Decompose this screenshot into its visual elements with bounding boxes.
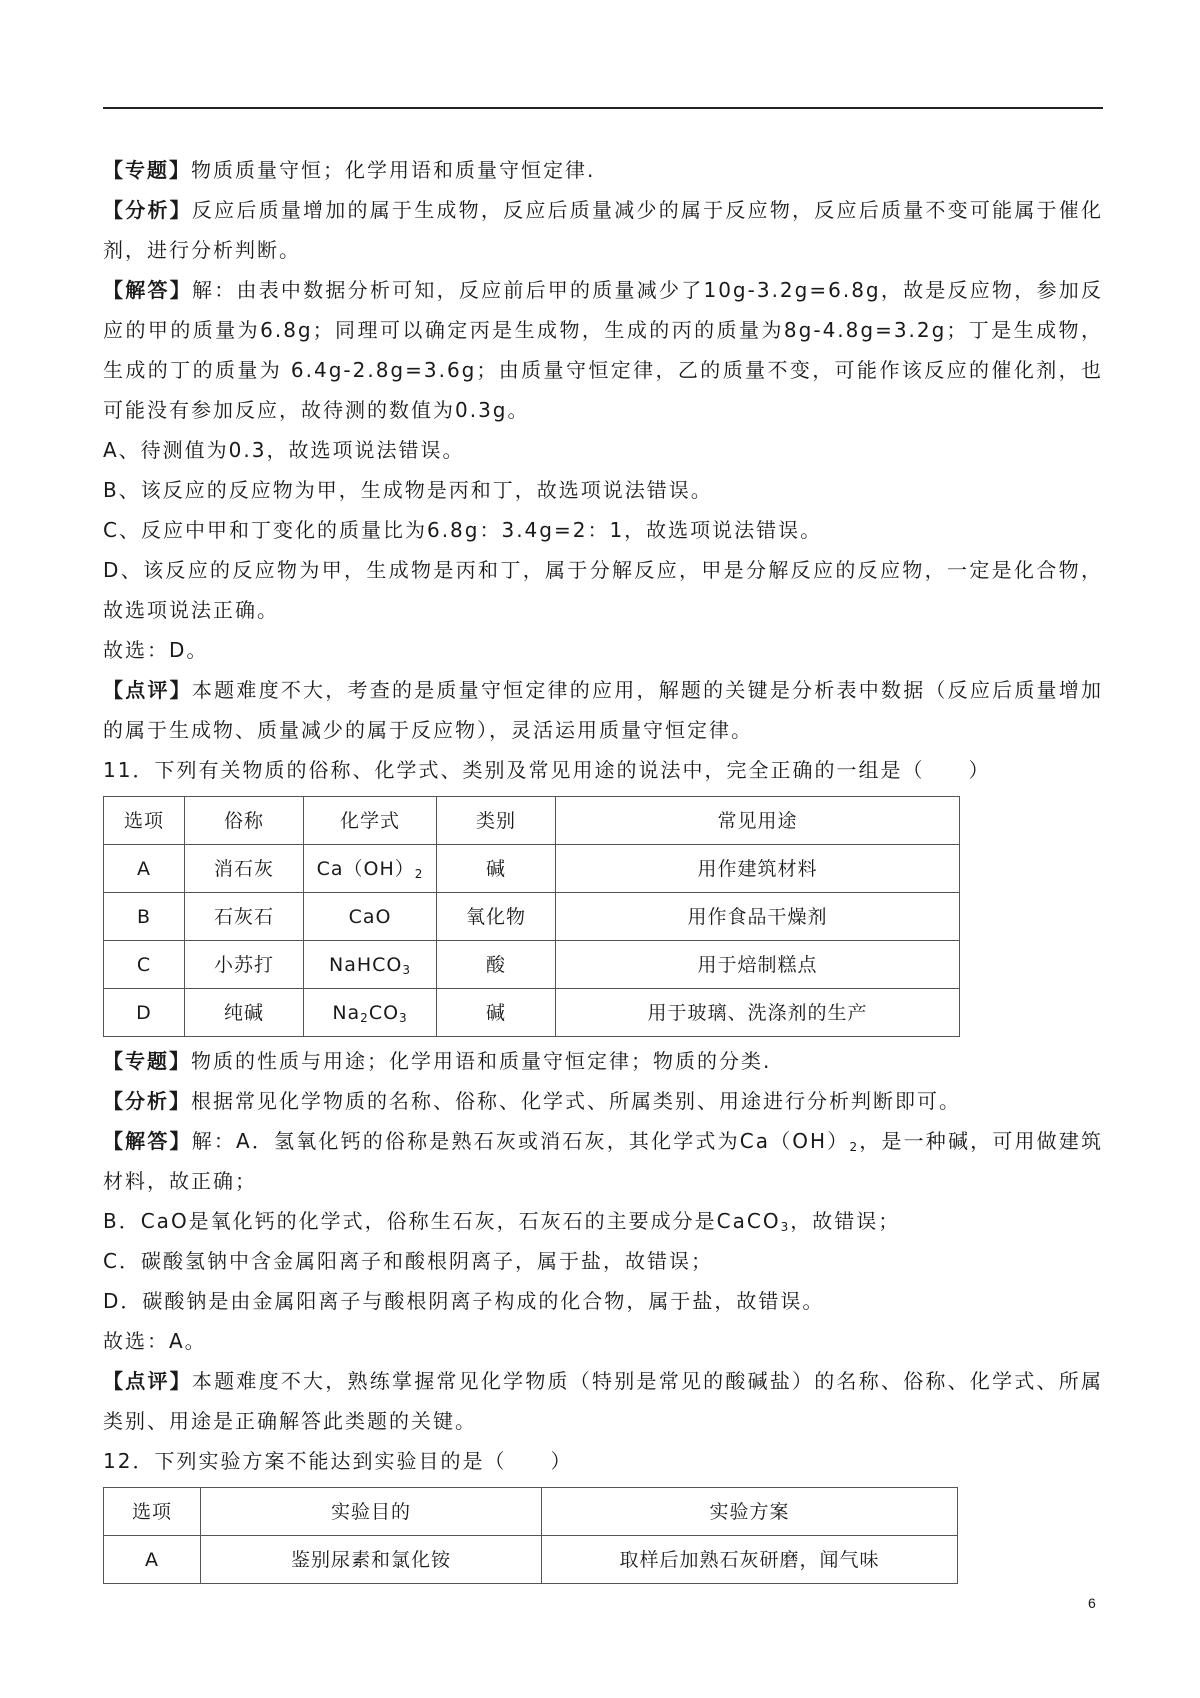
analysis-tag: 【分析】 (103, 198, 192, 222)
option-c-explanation: C、反应中甲和丁变化的质量比为6.8g：3.4g=2：1，故选项说法错误。 (103, 518, 823, 542)
use-cell: 用作建筑材料 (556, 845, 960, 893)
formula-text: Na (332, 1001, 361, 1024)
header-cell: 选项 (104, 1488, 201, 1536)
question-12-table (103, 1487, 958, 1584)
table-header-row (104, 1488, 958, 1536)
question-12-title: 12．下列实验方案不能达到实验目的是（ ） (103, 1449, 573, 1473)
formula-text: CaO (348, 905, 392, 928)
category-cell: 酸 (437, 941, 556, 989)
formula-subscript: 2 (414, 866, 424, 881)
answer-text-continued: ，是一种碱，可用做建筑材料，故正确； (103, 1129, 1104, 1193)
name-cell: 消石灰 (185, 845, 304, 893)
formula-text: Ca（OH） (316, 857, 415, 880)
option-b-explanation: B、该反应的反应物为甲，生成物是丙和丁，故选项说法错误。 (103, 478, 713, 502)
header-cell: 化学式 (304, 797, 437, 845)
answer-text: 解：A．氢氧化钙的俗称是熟石灰或消石灰，其化学式为Ca（OH） (191, 1129, 850, 1153)
question-11-table (103, 796, 960, 1037)
q11-analysis-paragraph (103, 1081, 1103, 1121)
choice-line: 故选：D。 (103, 638, 209, 662)
plan-cell: 取样后加熟石灰研磨，闻气味 (542, 1536, 958, 1584)
option-cell: D (104, 989, 185, 1037)
table-row (104, 845, 960, 893)
answer-tag: 【解答】 (103, 278, 192, 302)
formula-subscript-2: 3 (399, 1010, 408, 1025)
analysis-paragraph (103, 190, 1103, 270)
analysis-text: 根据常见化学物质的名称、俗称、化学式、所属类别、用途进行分析判断即可。 (191, 1089, 961, 1113)
q11-answer-b (103, 1201, 1103, 1241)
option-cell: A (104, 1536, 201, 1584)
q11-topic-paragraph (103, 1041, 1103, 1081)
answer-tag: 【解答】 (103, 1129, 192, 1153)
answer-subscript: 2 (849, 1140, 860, 1154)
header-cell: 常见用途 (556, 797, 960, 845)
q11-comment-paragraph (103, 1361, 1103, 1441)
name-cell: 小苏打 (185, 941, 304, 989)
topic-text: 物质质量守恒；化学用语和质量守恒定律. (191, 158, 596, 182)
table-row (104, 989, 960, 1037)
option-cell: B (104, 893, 185, 941)
answer-b-subscript: 3 (780, 1220, 791, 1234)
category-cell: 碱 (437, 989, 556, 1037)
q11-answer-paragraph (103, 1121, 1103, 1201)
answer-paragraph (103, 270, 1103, 430)
answer-b-text: B．CaO是氧化钙的化学式，俗称生石灰，石灰石的主要成分是CaCO (103, 1209, 781, 1233)
q11-answer-c: C．碳酸氢钠中含金属阳离子和酸根阴离子，属于盐，故错误； (103, 1249, 713, 1273)
table-row (104, 893, 960, 941)
header-cell: 实验目的 (201, 1488, 542, 1536)
use-cell: 用于玻璃、洗涤剂的生产 (556, 989, 960, 1037)
comment-text: 本题难度不大，考查的是质量守恒定律的应用，解题的关键是分析表中数据（反应后质量增加的属于生成物、质量减少的属于反应物），灵活运用质量守恒定律。 (103, 678, 1104, 742)
analysis-tag: 【分析】 (103, 1089, 191, 1113)
purpose-cell: 鉴别尿素和氯化铵 (201, 1536, 542, 1584)
header-cell: 俗称 (185, 797, 304, 845)
header-cell: 选项 (104, 797, 185, 845)
header-cell: 实验方案 (542, 1488, 958, 1536)
table-header-row (104, 797, 960, 845)
header-cell: 类别 (437, 797, 556, 845)
topic-paragraph (103, 150, 1103, 190)
formula-cell (304, 989, 437, 1037)
use-cell: 用于焙制糕点 (556, 941, 960, 989)
q11-choice-line: 故选：A。 (103, 1329, 207, 1353)
table-row (104, 941, 960, 989)
topic-text: 物质的性质与用途；化学用语和质量守恒定律；物质的分类. (191, 1049, 772, 1073)
answer-text: 解：由表中数据分析可知，反应前后甲的质量减少了10g-3.2g=6.8g，故是反应物，参加反应的甲的质量为6.8g；同理可以确定丙是生成物，生成的丙的质量为8g-4.8g=3.2g；丁是生成物，生成的丁的质量为 6.4g-2.8g=3.6g；由质量守恒定律，乙的质量不变，可能作该反应的催化剂，也可能没有参加反应，故待测的数值为0.3g。 (103, 278, 1104, 422)
formula-text-tail: CO (368, 1001, 400, 1024)
question-11-title: 11．下列有关物质的俗称、化学式、类别及常见用途的说法中，完全正确的一组是（ ） (103, 758, 991, 782)
formula-text: NaHCO (328, 953, 403, 976)
option-cell: A (104, 845, 185, 893)
comment-tag: 【点评】 (103, 678, 192, 702)
comment-paragraph (103, 670, 1103, 750)
page-content (103, 150, 1103, 1588)
option-d-explanation: D、该反应的反应物为甲，生成物是丙和丁，属于分解反应，甲是分解反应的反应物，一定是化合物，故选项说法正确。 (103, 558, 1103, 622)
use-cell: 用作食品干燥剂 (556, 893, 960, 941)
option-a-explanation: A、待测值为0.3，故选项说法错误。 (103, 438, 465, 462)
analysis-text: 反应后质量增加的属于生成物，反应后质量减少的属于反应物，反应后质量不变可能属于催化剂，进行分析判断。 (103, 198, 1104, 262)
answer-b-text-continued: ，故错误； (790, 1209, 901, 1233)
table-row (104, 1536, 958, 1584)
formula-cell (304, 845, 437, 893)
formula-cell (304, 941, 437, 989)
topic-tag: 【专题】 (103, 1049, 191, 1073)
category-cell: 碱 (437, 845, 556, 893)
formula-subscript: 3 (402, 962, 411, 977)
formula-subscript: 2 (360, 1010, 369, 1025)
name-cell: 石灰石 (185, 893, 304, 941)
comment-tag: 【点评】 (103, 1369, 192, 1393)
q11-answer-d: D．碳酸钠是由金属阳离子与酸根阴离子构成的化合物，属于盐，故错误。 (103, 1289, 825, 1313)
category-cell: 氧化物 (437, 893, 556, 941)
option-cell: C (104, 941, 185, 989)
page-number: 6 (1088, 1595, 1096, 1611)
formula-cell (304, 893, 437, 941)
comment-text: 本题难度不大，熟练掌握常见化学物质（特别是常见的酸碱盐）的名称、俗称、化学式、所属类别、用途是正确解答此类题的关键。 (103, 1369, 1104, 1433)
name-cell: 纯碱 (185, 989, 304, 1037)
header-rule (103, 107, 1103, 109)
topic-tag: 【专题】 (103, 158, 191, 182)
